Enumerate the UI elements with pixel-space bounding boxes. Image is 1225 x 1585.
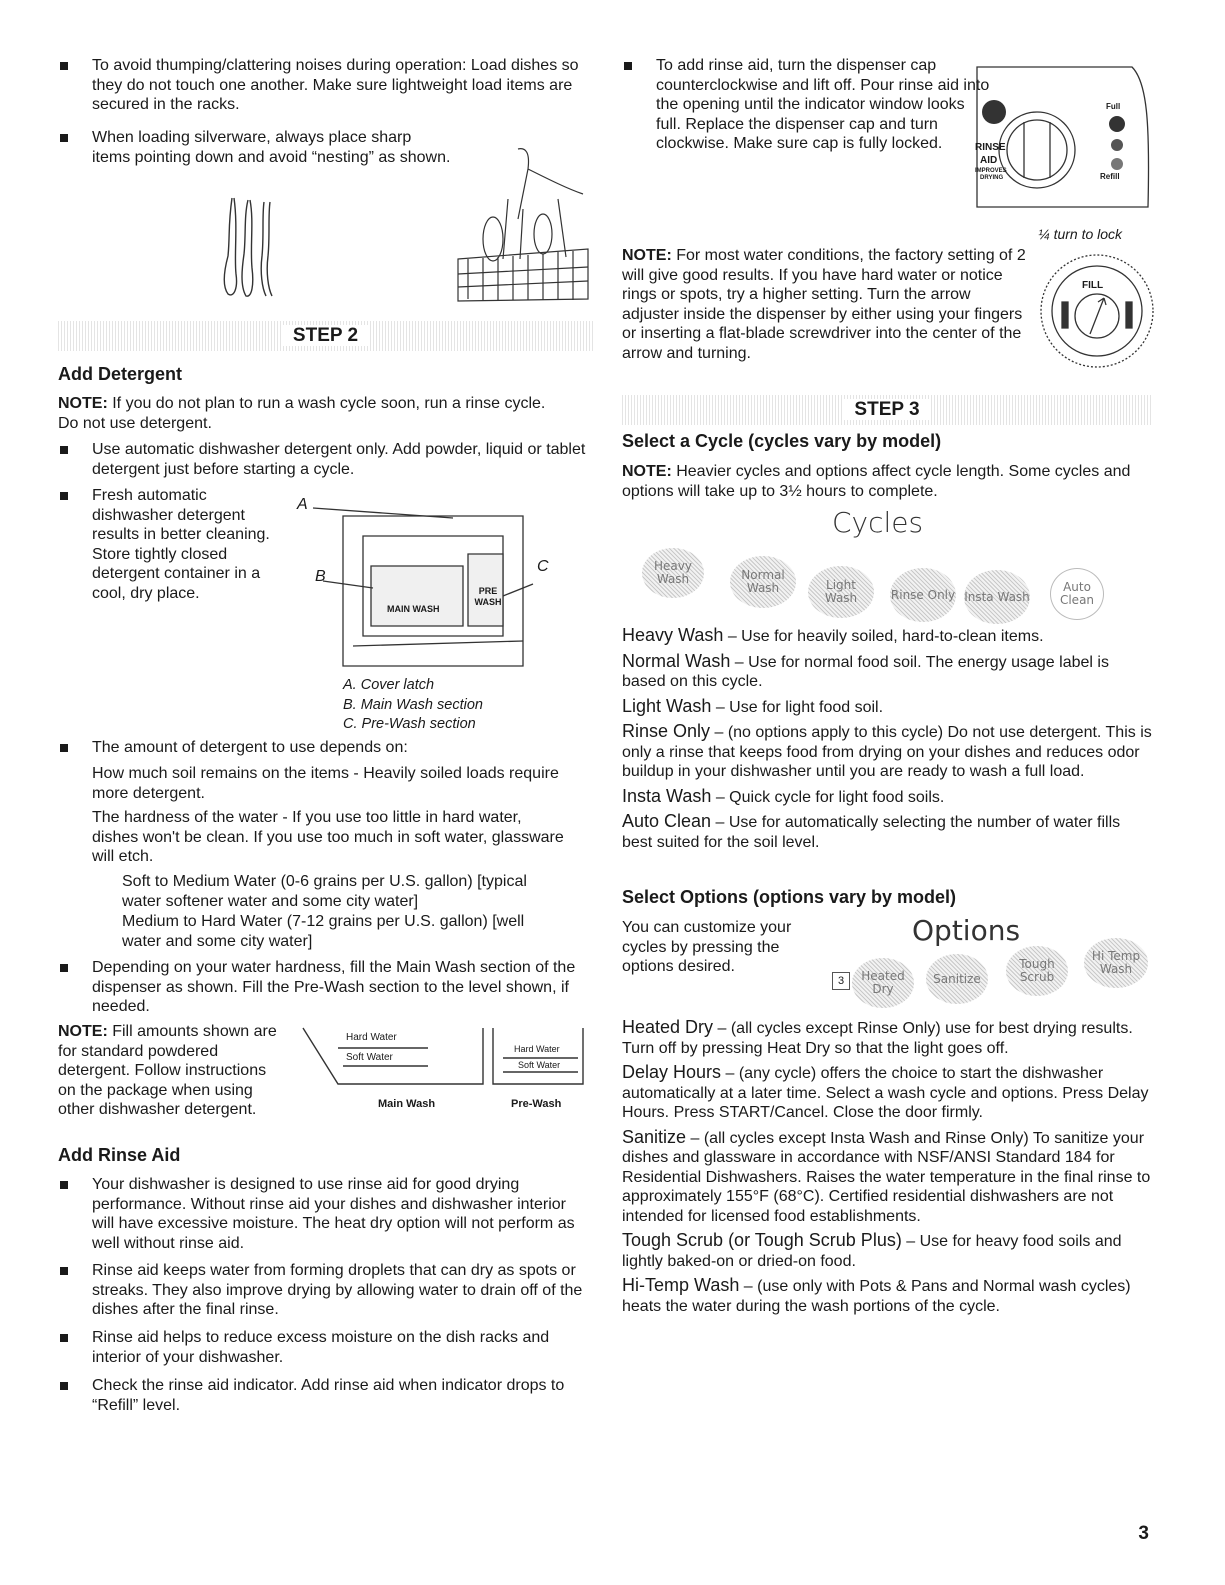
cycle-light-wash: Light Wash – Use for light food soil. bbox=[622, 695, 884, 716]
detergent-dispenser-figure bbox=[293, 496, 593, 732]
option-sanitize: Sanitize – (all cycles except Insta Wash and Rinse Only) To sanitize your dishes and glassware in accordance with NSF/ANSI Standard 184 for Residential Dishwashers. Raises the water temperature in the final rinse to approximately 155°F (68°C). Certified residential dishwashers are not intended for licensed food establishments. bbox=[622, 1126, 1151, 1225]
figure-captions bbox=[343, 676, 483, 735]
options-panel bbox=[802, 914, 1152, 1004]
main-wash-caption: Main Wash bbox=[378, 1098, 436, 1110]
sub-hardness: The hardness of the water - If you use too little in hard water, dishes won't be clean. If you use too much in soft water, glassware will etch. bbox=[92, 809, 564, 865]
full-label: Full bbox=[1106, 102, 1121, 111]
bullet-load-dishes: To avoid thumping/clattering noises during operation: Load dishes so they do not touch one another. Make sure lightweight load items are secured in the racks. bbox=[58, 56, 592, 115]
caption-c: C. Pre-Wash section bbox=[343, 716, 476, 732]
bullet-silverware: When loading silverware, always place sharp items pointing down and avoid “nesting” as shown. bbox=[58, 128, 452, 167]
tough-scrub-button[interactable]: Tough Scrub bbox=[1006, 946, 1068, 996]
page-number: 3 bbox=[1138, 1523, 1149, 1544]
drying-label: DRYING bbox=[980, 175, 1004, 181]
pre-wash-caption: Pre-Wash bbox=[511, 1098, 562, 1110]
cycle-descriptions bbox=[622, 626, 1152, 852]
soft-water-label-main: Soft Water bbox=[346, 1052, 393, 1063]
caption-a: A. Cover latch bbox=[343, 677, 435, 693]
caption-b: B. Main Wash section bbox=[343, 696, 483, 713]
option-heated-dry: Heated Dry – (all cycles except Rinse Only) use for best drying results. Turn off by pressing Heat Dry so that the light goes off. bbox=[622, 1017, 1133, 1057]
rinse-aid-bullet-3: Rinse aid helps to reduce excess moisture on the dish racks and interior of your dishwasher. bbox=[58, 1328, 592, 1367]
option-tough-scrub: Tough Scrub (or Tough Scrub Plus) – Use for heavy food soils and lightly baked-on or dried-on food. bbox=[622, 1230, 1122, 1270]
step-3-band bbox=[622, 395, 1152, 425]
rinse-aid-bullet-4: Check the rinse aid indicator. Add rinse aid when indicator drops to “Refill” level. bbox=[58, 1376, 592, 1415]
dispenser-cap-figure bbox=[972, 62, 1152, 242]
bullet-water-hardness: Depending on your water hardness, fill the Main Wash section of the dispenser as shown. Fill the Pre-Wash section to the level shown, if needed. bbox=[58, 958, 587, 1017]
dispenser-cap-drawing bbox=[972, 62, 1152, 212]
bullet-use-automatic-detergent: Use automatic dishwasher detergent only. Add powder, liquid or tablet detergent just before starting a cycle. bbox=[58, 440, 592, 479]
cycle-auto-clean: Auto Clean – Use for automatically selecting the number of water fills best suited for the soil level. bbox=[622, 811, 1121, 851]
cycle-normal-wash: Normal Wash – Use for normal food soil. The energy usage label is based on this cycle. bbox=[622, 650, 1109, 690]
sub-soil-remains: How much soil remains on the items - Heavily soiled loads require more detergent. bbox=[92, 765, 559, 802]
add-rinse-aid-heading: Add Rinse Aid bbox=[58, 1145, 181, 1165]
fill-level-figure bbox=[298, 1024, 593, 1114]
rinse-label: RINSE bbox=[975, 142, 1006, 153]
dispenser-drawing bbox=[293, 496, 593, 676]
figure-label-b: B bbox=[315, 568, 326, 585]
cycle-insta-wash: Insta Wash – Quick cycle for light food soils. bbox=[622, 785, 945, 806]
rinse-aid-bullet-2: Rinse aid keeps water from forming droplets that can dry as spots or streaks. They also improve drying by allowing water to drain off of the dishes after the final rinse. bbox=[58, 1261, 592, 1320]
silverware-illustration bbox=[218, 196, 288, 301]
options-intro: You can customize your cycles by pressing the options desired. bbox=[622, 919, 792, 975]
fill-amounts-note: NOTE: Fill amounts shown are for standard powdered detergent. Follow instructions on the package when using other dishwasher detergent. bbox=[58, 1023, 277, 1118]
auto-clean-button[interactable]: Auto Clean bbox=[1050, 568, 1104, 620]
cycle-length-note: NOTE: Heavier cycles and options affect cycle length. Some cycles and options will take up to 3½ hours to complete. bbox=[622, 463, 1131, 500]
select-cycle-heading: Select a Cycle (cycles vary by model) bbox=[622, 431, 942, 451]
refill-label: Refill bbox=[1100, 172, 1120, 181]
options-panel-title: Options bbox=[912, 914, 1021, 947]
figure-label-a: A bbox=[297, 496, 308, 513]
rinse-only-button[interactable]: Rinse Only bbox=[890, 568, 956, 622]
heavy-wash-button[interactable]: Heavy Wash bbox=[642, 548, 704, 598]
normal-wash-button[interactable]: Normal Wash bbox=[730, 556, 796, 608]
silverware-basket-illustration bbox=[448, 139, 593, 304]
sub-medium-to-hard: Medium to Hard Water (7-12 grains per U.S. gallon) [well water and some city water] bbox=[122, 913, 525, 950]
pre-wash-label: PRE WASH bbox=[474, 586, 502, 607]
aid-label: AID bbox=[980, 155, 998, 166]
select-options-heading: Select Options (options vary by model) bbox=[622, 887, 957, 907]
soft-water-label-pre: Soft Water bbox=[518, 1060, 561, 1070]
hard-water-label-main: Hard Water bbox=[346, 1032, 397, 1043]
step-2-label: STEP 2 bbox=[283, 325, 368, 346]
cycles-panel-title: Cycles bbox=[832, 506, 924, 539]
insta-wash-button[interactable]: Insta Wash bbox=[964, 570, 1030, 624]
improves-label: IMPROVES bbox=[975, 168, 1007, 174]
rinse-aid-bullet-1: Your dishwasher is designed to use rinse aid for good drying performance. Without rinse aid your dishes and dishwasher interior will have excessive moisture. The heat dry option will not perform as well without rinse aid. bbox=[58, 1175, 592, 1253]
sanitize-button[interactable]: Sanitize bbox=[926, 954, 988, 1004]
hi-temp-wash-button[interactable]: Hi Temp Wash bbox=[1084, 938, 1148, 988]
bullet-add-rinse-aid: To add rinse aid, turn the dispenser cap counterclockwise and lift off. Pour rinse aid into the opening until the indicator window looks full. Replace the dispenser cap and turn clockwise. Make sure cap is fully locked. bbox=[622, 56, 991, 154]
cycles-panel bbox=[622, 502, 1152, 632]
bullet-amount-of-detergent: The amount of detergent to use depends on: bbox=[58, 738, 592, 758]
delay-hours-icon[interactable]: 3 bbox=[832, 972, 850, 990]
add-detergent-note: NOTE: If you do not plan to run a wash cycle soon, run a rinse cycle. Do not use detergent. bbox=[58, 395, 546, 432]
sub-soft-to-medium: Soft to Medium Water (0-6 grains per U.S. gallon) [typical water softener water and some city water] bbox=[122, 873, 527, 910]
heated-dry-button[interactable]: Heated Dry bbox=[852, 958, 914, 1008]
quarter-turn-caption: ¼ turn to lock bbox=[1038, 226, 1123, 242]
light-wash-button[interactable]: Light Wash bbox=[808, 566, 874, 618]
figure-label-c: C bbox=[537, 558, 549, 575]
add-detergent-heading: Add Detergent bbox=[58, 364, 183, 384]
fill-dial-figure bbox=[1038, 252, 1156, 372]
factory-setting-note: NOTE: For most water conditions, the factory setting of 2 will give good results. If you have hard water or notice rings or spots, try a higher setting. Turn the arrow adjuster inside the dispenser by either using your fingers or inserting a flat-blade screwdriver into the center of the arrow and turning. bbox=[622, 247, 1026, 362]
option-hi-temp-wash: Hi-Temp Wash – (use only with Pots & Pans and Normal wash cycles) heats the water during the wash portions of the cycle. bbox=[622, 1275, 1131, 1315]
bullet-fresh-detergent: Fresh automatic dishwasher detergent results in better cleaning. Store tightly closed detergent container in a cool, dry place. bbox=[58, 486, 272, 603]
cycle-heavy-wash: Heavy Wash – Use for heavily soiled, hard-to-clean items. bbox=[622, 625, 1044, 645]
option-descriptions bbox=[622, 1018, 1152, 1316]
step-2-band bbox=[58, 321, 593, 351]
fill-dial-label: FILL bbox=[1082, 280, 1104, 291]
option-delay-hours: Delay Hours – (any cycle) offers the choice to start the dishwasher automatically at a later time. Select a wash cycle and options. Press Delay Hours. Press START/Cancel. Close the door firmly. bbox=[622, 1062, 1149, 1121]
step-3-label: STEP 3 bbox=[844, 399, 929, 420]
cycle-rinse-only: Rinse Only – (no options apply to this cycle) Do not use detergent. This is only a rinse that keeps food from drying on your dishes and reduces odor buildup in your dishwasher until you are ready to wash a full load. bbox=[622, 721, 1152, 780]
fill-dial-drawing bbox=[1038, 252, 1156, 370]
main-wash-label: MAIN WASH bbox=[387, 604, 440, 614]
hard-water-label-pre: Hard Water bbox=[514, 1044, 560, 1054]
